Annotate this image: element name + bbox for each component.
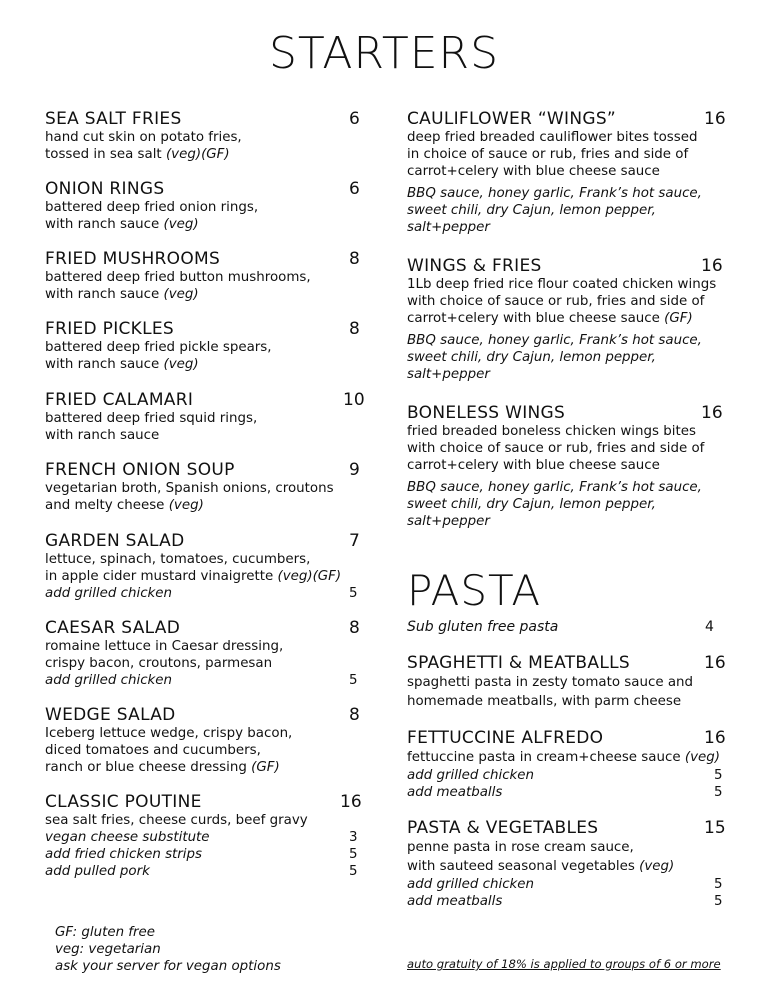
addon-price: 5 <box>714 785 723 800</box>
diet-tag: (veg) <box>163 217 199 232</box>
gratuity-note: auto gratuity of 18% is applied to groups of 6 or more <box>407 957 721 971</box>
item-price: 9 <box>349 460 360 480</box>
gluten-free-option: Sub gluten free pasta 4 <box>407 619 714 635</box>
menu-item <box>45 531 360 602</box>
starters-title: STARTERS <box>268 28 500 79</box>
diet-tag: (veg)(GF) <box>277 569 342 584</box>
addon-row: add grilled chicken 5 <box>407 877 723 892</box>
addon-row: add fried chicken strips 5 <box>45 847 358 862</box>
item-name: ONION RINGS <box>45 179 165 199</box>
addon-row: add grilled chicken 5 <box>45 586 358 601</box>
diet-tag: (GF) <box>664 311 693 326</box>
footnote-line: GF: gluten free <box>55 925 156 940</box>
addon-price: 3 <box>349 830 358 845</box>
item-description: spaghetti pasta in zesty tomato sauce and homemade meatballs, with parm cheese <box>407 675 694 709</box>
item-price: 6 <box>349 109 360 129</box>
item-description: 1Lb deep fried rice flour coated chicken wings with choice of sauce or rub, fries and side of carrot+celery with blue cheese sauce (GF) <box>407 277 717 326</box>
addon-price: 5 <box>714 894 723 909</box>
sauce-options: BBQ sauce, honey garlic, Frank’s hot sauce, sweet chili, dry Cajun, lemon pepper, salt+pepper <box>407 480 702 529</box>
footnote-line: veg: vegetarian <box>55 942 161 957</box>
item-price: 8 <box>349 319 360 339</box>
menu-item <box>407 403 723 530</box>
item-description: battered deep fried button mushrooms, with ranch sauce (veg) <box>45 270 311 302</box>
item-price: 10 <box>343 390 365 410</box>
item-description: penne pasta in rose cream sauce, with sauteed seasonal vegetables (veg) <box>407 840 675 874</box>
sauce-options: BBQ sauce, honey garlic, Frank’s hot sauce, sweet chili, dry Cajun, lemon pepper, salt+pepper <box>407 186 702 235</box>
item-price: 16 <box>701 403 723 423</box>
diet-tag: (veg) <box>163 357 199 372</box>
footnote-line: ask your server for vegan options <box>55 959 281 974</box>
menu-item <box>45 460 360 514</box>
diet-tag: (veg) <box>163 287 199 302</box>
addon-price: 5 <box>349 864 358 879</box>
addon-price: 4 <box>705 619 714 635</box>
item-name: CLASSIC POUTINE <box>45 792 202 812</box>
item-price: 15 <box>704 818 726 838</box>
sauce-options: BBQ sauce, honey garlic, Frank’s hot sauce, sweet chili, dry Cajun, lemon pepper, salt+pepper <box>407 333 702 382</box>
diet-tag: (veg)(GF) <box>165 147 230 162</box>
diet-tag: (veg) <box>684 750 720 765</box>
item-name: BONELESS WINGS <box>407 403 566 423</box>
item-name: WEDGE SALAD <box>45 705 176 725</box>
menu-item <box>45 319 360 373</box>
item-description: vegetarian broth, Spanish onions, croutons and melty cheese (veg) <box>45 481 334 513</box>
menu-item <box>45 109 360 163</box>
item-price: 16 <box>704 109 726 129</box>
addon-row: add pulled pork 5 <box>45 864 358 879</box>
menu-item <box>45 390 365 444</box>
diet-tag: (veg) <box>639 859 675 874</box>
item-name: FRIED MUSHROOMS <box>45 249 221 269</box>
item-name: FRIED PICKLES <box>45 319 175 339</box>
addon-row: add grilled chicken 5 <box>407 768 723 783</box>
item-name: CAULIFLOWER “WINGS” <box>407 109 617 129</box>
item-description: sea salt fries, cheese curds, beef gravy <box>45 813 308 828</box>
menu-item <box>407 256 723 383</box>
item-price: 6 <box>349 179 360 199</box>
addon-price: 5 <box>349 586 358 601</box>
addon-price: 5 <box>349 847 358 862</box>
addon-price: 5 <box>714 877 723 892</box>
diet-tag: (GF) <box>251 760 280 775</box>
item-description: deep fried breaded cauliflower bites tossed in choice of sauce or rub, fries and side of carrot+celery with blue cheese sauce <box>407 130 698 179</box>
item-description: fried breaded boneless chicken wings bites with choice of sauce or rub, fries and side of carrot+celery with blue cheese sauce <box>407 424 705 473</box>
menu-item <box>407 109 726 236</box>
item-name: WINGS & FRIES <box>407 256 542 276</box>
menu-item <box>407 818 726 910</box>
item-name: FRIED CALAMARI <box>45 390 194 410</box>
item-price: 16 <box>701 256 723 276</box>
item-price: 8 <box>349 249 360 269</box>
item-description: Iceberg lettuce wedge, crispy bacon, diced tomatoes and cucumbers, ranch or blue cheese dressing (GF) <box>45 726 293 775</box>
addon-price: 5 <box>349 673 358 688</box>
item-price: 8 <box>349 705 360 725</box>
item-price: 16 <box>704 728 726 748</box>
pasta-title: PASTA <box>407 566 542 615</box>
item-name: PASTA & VEGETABLES <box>407 818 599 838</box>
menu-item <box>407 728 726 801</box>
item-price: 8 <box>349 618 360 638</box>
addon-row: add grilled chicken 5 <box>45 673 358 688</box>
item-name: GARDEN SALAD <box>45 531 185 551</box>
item-price: 16 <box>704 653 726 673</box>
item-name: FRENCH ONION SOUP <box>45 460 235 480</box>
addon-row: add meatballs 5 <box>407 894 723 909</box>
menu-item <box>45 249 360 303</box>
item-description: battered deep fried squid rings, with ranch sauce <box>45 411 258 443</box>
menu-item <box>45 792 362 880</box>
item-description: battered deep fried pickle spears, with ranch sauce (veg) <box>45 340 272 372</box>
diet-tag: (veg) <box>168 498 204 513</box>
addon-row: add meatballs 5 <box>407 785 723 800</box>
item-name: FETTUCCINE ALFREDO <box>407 728 604 748</box>
item-description: hand cut skin on potato fries, tossed in sea salt (veg)(GF) <box>45 130 242 162</box>
item-name: CAESAR SALAD <box>45 618 181 638</box>
menu-item <box>45 618 360 689</box>
menu-item <box>45 705 360 776</box>
item-description: romaine lettuce in Caesar dressing, crispy bacon, croutons, parmesan <box>45 639 284 671</box>
item-name: SPAGHETTI & MEATBALLS <box>407 653 630 673</box>
addon-row: vegan cheese substitute 3 <box>45 830 358 845</box>
item-price: 7 <box>349 531 360 551</box>
footnote <box>55 924 281 975</box>
item-name: SEA SALT FRIES <box>45 109 182 129</box>
item-description: lettuce, spinach, tomatoes, cucumbers, in apple cider mustard vinaigrette (veg)(GF) <box>45 552 342 584</box>
item-description: battered deep fried onion rings, with ranch sauce (veg) <box>45 200 259 232</box>
item-price: 16 <box>340 792 362 812</box>
menu-item <box>407 653 726 711</box>
item-description: fettuccine pasta in cream+cheese sauce (veg) <box>407 750 720 765</box>
addon-price: 5 <box>714 768 723 783</box>
menu-item <box>45 179 360 233</box>
